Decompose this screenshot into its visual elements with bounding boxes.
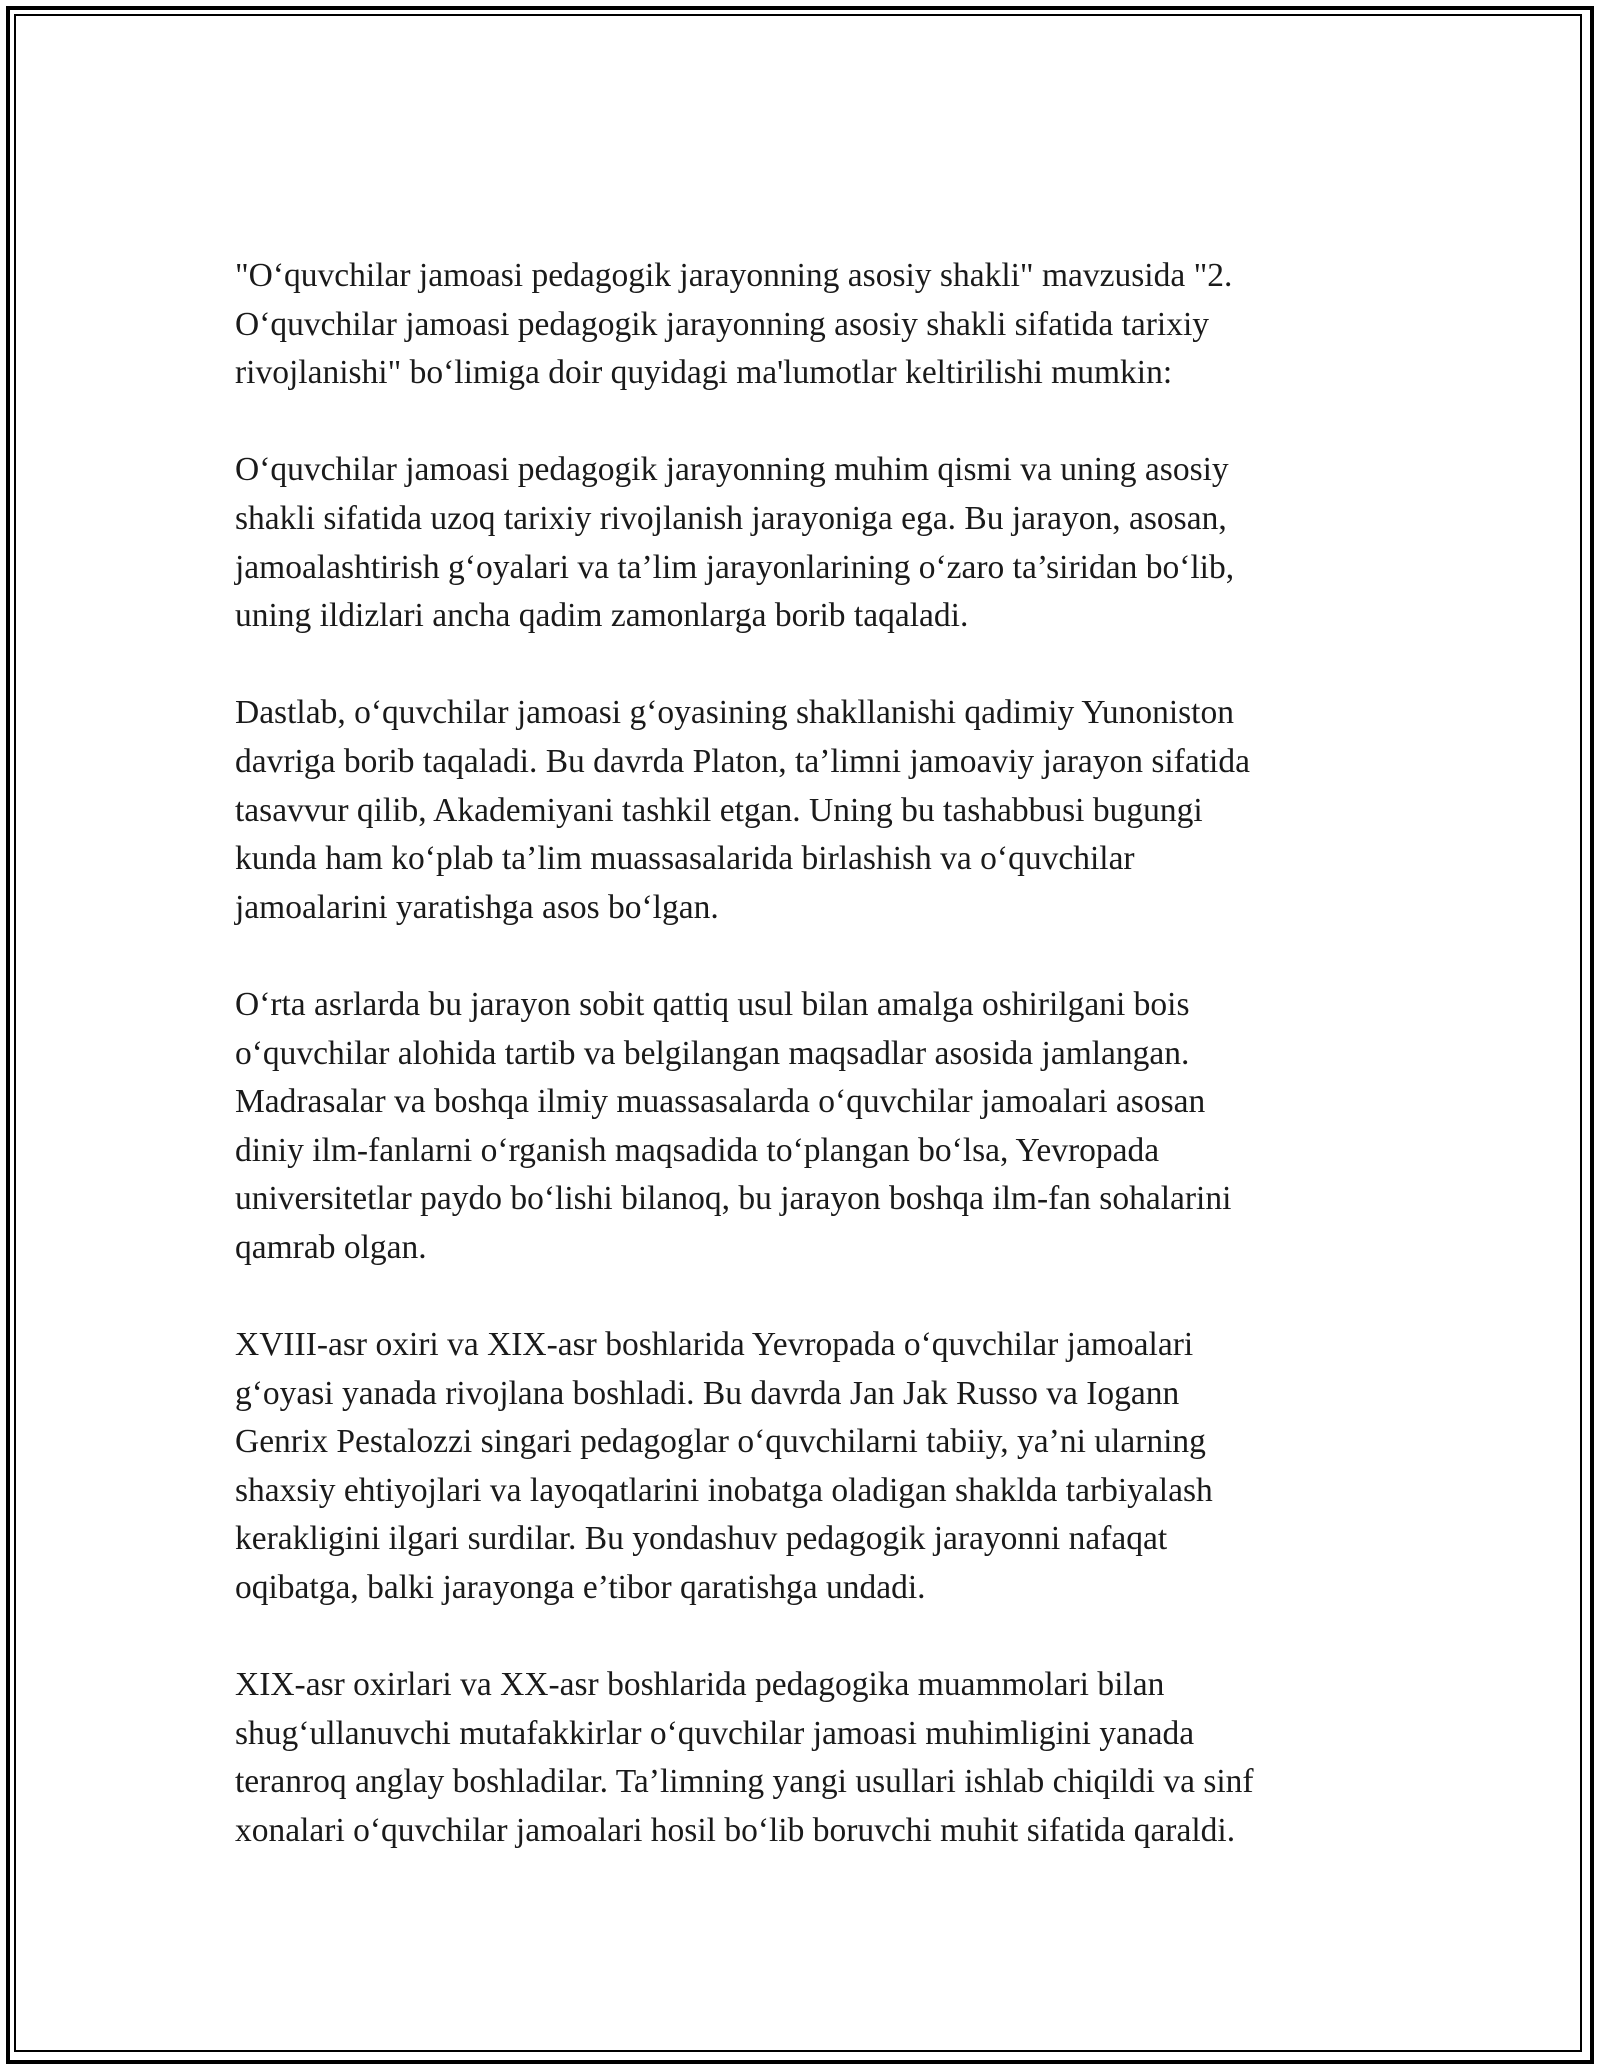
text-line: oqibatga, balki jarayonga e’tibor qaratishga undadi. [235, 1569, 926, 1607]
text-line: davriga borib taqaladi. Bu davrda Platon, ta’limni jamoaviy jarayon sifatida [235, 742, 1250, 780]
text-line: uning ildizlari ancha qadim zamonlarga borib taqaladi. [235, 597, 969, 635]
text-line: shaxsiy ehtiyojlari va layoqatlarini inobatga oladigan shaklda tarbiyalash [235, 1471, 1213, 1509]
text-line: teranroq anglay boshladilar. Ta’limning yangi usullari ishlab chiqildi va sinf [235, 1763, 1254, 1801]
text-line: tasavvur qilib, Akademiyani tashkil etgan. Uning bu tashabbusi bugungi [235, 791, 1203, 829]
text-line: diniy ilm-fanlarni o‘rganish maqsadida to‘plangan bo‘lsa, Yevropada [235, 1131, 1160, 1169]
paragraph-middle-ages [235, 981, 1375, 1273]
text-line: XVIII-asr oxiri va XIX-asr boshlarida Yevropada o‘quvchilar jamoalari [235, 1326, 1194, 1364]
paragraph-19th-20th-century [235, 1661, 1375, 1855]
text-line: shug‘ullanuvchi mutafakkirlar o‘quvchilar jamoasi muhimligini yanada [235, 1714, 1195, 1752]
text-line: universitetlar paydo bo‘lishi bilanoq, bu jarayon boshqa ilm-fan sohalarini [235, 1180, 1232, 1218]
text-line: jamoalarini yaratishga asos bo‘lgan. [235, 888, 719, 926]
text-line: XIX-asr oxirlari va XX-asr boshlarida pedagogika muammolari bilan [235, 1666, 1165, 1704]
text-line: jamoalashtirish g‘oyalari va ta’lim jarayonlarining o‘zaro ta’siridan bo‘lib, [235, 548, 1235, 586]
paragraph-18th-19th-century [235, 1321, 1375, 1613]
paragraph-overview [235, 446, 1375, 640]
text-line: kunda ham ko‘plab ta’lim muassasalarida birlashish va o‘quvchilar [235, 840, 1135, 878]
text-line: shakli sifatida uzoq tarixiy rivojlanish jarayoniga ega. Bu jarayon, asosan, [235, 499, 1227, 537]
text-line: g‘oyasi yanada rivojlana boshladi. Bu davrda Jan Jak Russo va Iogann [235, 1374, 1180, 1412]
paragraph-ancient-greece [235, 689, 1375, 932]
text-line: rivojlanishi" bo‘limiga doir quyidagi ma'lumotlar keltirilishi mumkin: [235, 354, 1173, 392]
text-line: Dastlab, o‘quvchilar jamoasi g‘oyasining shakllanishi qadimiy Yunoniston [235, 694, 1234, 732]
text-line: xonalari o‘quvchilar jamoalari hosil bo‘lib boruvchi muhit sifatida qaraldi. [235, 1812, 1236, 1849]
text-line: O‘quvchilar jamoasi pedagogik jarayonning asosiy shakli sifatida tarixiy [235, 305, 1210, 343]
text-line: qamrab olgan. [235, 1228, 427, 1266]
text-line: o‘quvchilar alohida tartib va belgilangan maqsadlar asosida jamlangan. [235, 1034, 1190, 1072]
text-line: O‘quvchilar jamoasi pedagogik jarayonning muhim qismi va uning asosiy [235, 451, 1229, 489]
text-line: Genrix Pestalozzi singari pedagoglar o‘quvchilarni tabiiy, ya’ni ularning [235, 1423, 1206, 1461]
text-line: Madrasalar va boshqa ilmiy muassasalarda o‘quvchilar jamoalari asosan [235, 1083, 1206, 1121]
text-line: O‘rta asrlarda bu jarayon sobit qattiq usul bilan amalga oshirilgani bois [235, 985, 1190, 1023]
paragraph-intro [235, 252, 1375, 398]
document-body [235, 252, 1375, 1904]
text-line: "O‘quvchilar jamoasi pedagogik jarayonning asosiy shakli" mavzusida "2. [235, 257, 1233, 294]
text-line: kerakligini ilgari surdilar. Bu yondashuv pedagogik jarayonni nafaqat [235, 1520, 1168, 1558]
